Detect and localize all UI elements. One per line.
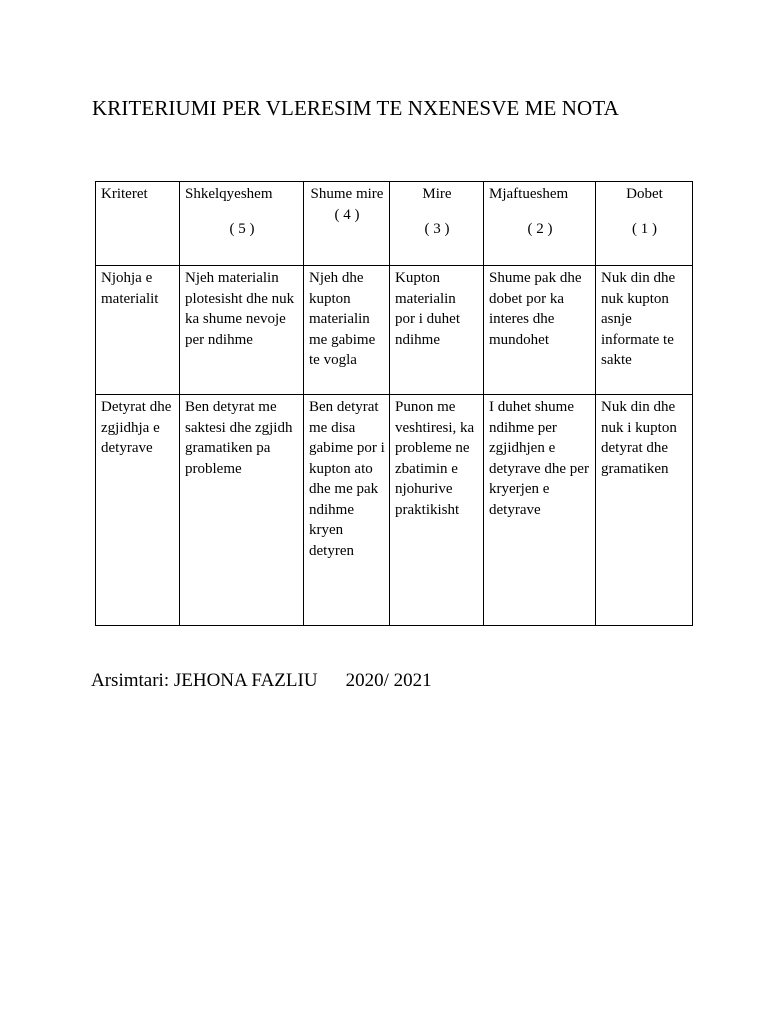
grade-4-cell: Ben detyrat me disa gabime por i kupton ato dhe me pak ndihme kryen detyren [304,395,390,626]
table-header-row [96,182,693,266]
header-criteria [96,182,180,266]
header-grade-3 [390,182,484,266]
grade-4-cell: Njeh dhe kupton materialin me gabime te vogla [304,266,390,395]
header-grade-1 [596,182,693,266]
header-score: ( 5 ) [229,220,255,237]
header-grade-5 [180,182,304,266]
teacher-name: Arsimtari: JEHONA FAZLIU [91,670,318,691]
header-score: ( 4 ) [334,206,360,223]
criterion-cell: Njohja e materialit [96,266,180,395]
header-label: Mjaftueshem [489,186,569,202]
grade-2-cell: I duhet shume ndihme per zgjidhjen e detyrave dhe per kryerjen e detyrave [484,395,596,626]
grade-3-cell: Punon me veshtiresi, ka probleme ne zbatimin e njohurive praktikisht [390,395,484,626]
table-row [96,395,693,626]
header-label: Mire [422,186,452,202]
grade-5-cell: Njeh materialin plotesisht dhe nuk ka shume nevoje per ndihme [180,266,304,395]
header-label: Kriteret [101,186,148,202]
grade-2-cell: Shume pak dhe dobet por ka interes dhe mundohet [484,266,596,395]
school-year: 2020/ 2021 [345,670,432,691]
page-title: KRITERIUMI PER VLERESIM TE NXENESVE ME NOTA [92,96,619,120]
table-row [96,266,693,395]
grade-1-cell: Nuk din dhe nuk i kupton detyrat dhe gramatiken [596,395,693,626]
footer-signature [91,670,432,692]
grade-3-cell: Kupton materialin por i duhet ndihme [390,266,484,395]
header-label: Shume mire [310,186,384,202]
grade-1-cell: Nuk din dhe nuk kupton asnje informate te sakte [596,266,693,395]
header-label: Dobet [626,186,663,202]
header-grade-4 [304,182,390,266]
header-label: Shkelqyeshem [185,186,273,202]
criterion-cell: Detyrat dhe zgjidhja e detyrave [96,395,180,626]
header-score: ( 2 ) [527,220,553,237]
header-grade-2 [484,182,596,266]
grade-5-cell: Ben detyrat me saktesi dhe zgjidh gramatiken pa probleme [180,395,304,626]
grading-criteria-table [95,181,693,626]
header-score: ( 3 ) [424,220,450,237]
header-score: ( 1 ) [632,220,657,237]
